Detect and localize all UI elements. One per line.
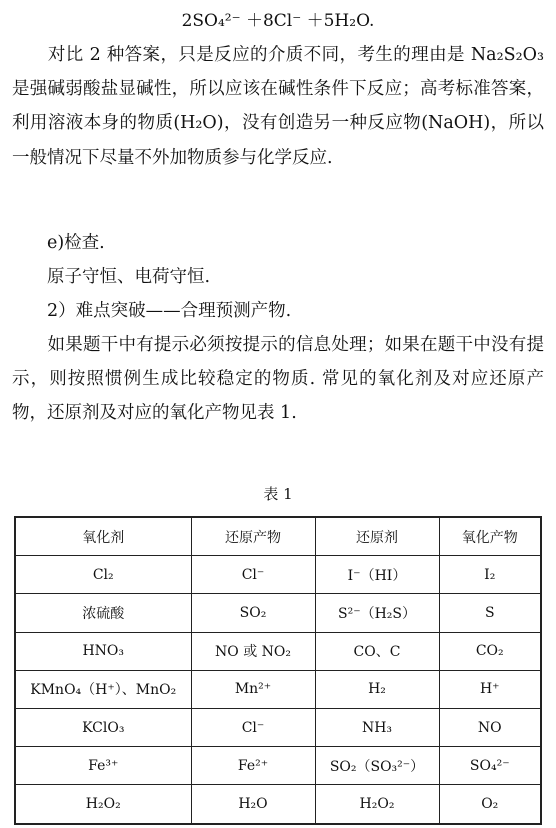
redox-table	[14, 516, 542, 825]
table-cell: Fe³⁺	[15, 747, 191, 785]
table-cell: I⁻（HI）	[315, 556, 439, 594]
table-cell: CO₂	[439, 632, 541, 670]
table-cell: KMnO₄（H⁺）、MnO₂	[15, 670, 191, 708]
table-row	[15, 670, 541, 708]
table-cell: S	[439, 594, 541, 632]
paragraph-difficulty-heading: 2）难点突破——合理预测产物.	[12, 301, 292, 321]
table-row	[15, 708, 541, 746]
table-cell: NO	[439, 708, 541, 746]
table-cell: Cl₂	[15, 556, 191, 594]
table-header-row	[15, 517, 541, 556]
table-cell: 浓硫酸	[15, 594, 191, 632]
table-cell: I₂	[439, 556, 541, 594]
paragraph-conservation: 原子守恒、电荷守恒.	[12, 267, 211, 287]
table-cell: SO₂（SO₃²⁻）	[315, 747, 439, 785]
table-cell: CO、C	[315, 632, 439, 670]
table-row	[15, 594, 541, 632]
paragraph-prediction: 如果题干中有提示必须按提示的信息处理；如果在题干中没有提示，则按照惯例生成比较稳定的物质. 常见的氧化剂及对应还原产物，还原剂及对应的氧化产物见表 1.	[12, 335, 544, 424]
table-cell: Cl⁻	[191, 556, 315, 594]
table-row	[15, 556, 541, 594]
table-cell: SO₄²⁻	[439, 747, 541, 785]
header-reduction-product: 还原产物	[191, 517, 315, 556]
table-cell: H₂	[315, 670, 439, 708]
table-cell: H₂O₂	[315, 785, 439, 824]
table-cell: NH₃	[315, 708, 439, 746]
table-cell: H₂O₂	[15, 785, 191, 824]
paragraph-check-heading: e)检查.	[12, 233, 105, 253]
table-cell: NO 或 NO₂	[191, 632, 315, 670]
table-cell: O₂	[439, 785, 541, 824]
table-cell: S²⁻（H₂S）	[315, 594, 439, 632]
equation-line: 2SO₄²⁻ ＋8Cl⁻ ＋5H₂O.	[181, 11, 375, 31]
table-cell: H₂O	[191, 785, 315, 824]
table-cell: HNO₃	[15, 632, 191, 670]
table-row	[15, 747, 541, 785]
table-cell: Fe²⁺	[191, 747, 315, 785]
table-cell: SO₂	[191, 594, 315, 632]
paragraph-comparison: 对比 2 种答案，只是反应的介质不同，考生的理由是 Na₂S₂O₃ 是强碱弱酸盐显碱性，所以应该在碱性条件下反应；高考标准答案，利用溶液本身的物质(H₂O)，没有创造另一种反应物(NaOH)，所以一般情况下尽量不外加物质参与化学反应.	[12, 45, 544, 168]
table-row	[15, 632, 541, 670]
table-cell: H⁺	[439, 670, 541, 708]
header-oxidation-product: 氧化产物	[439, 517, 541, 556]
header-oxidant: 氧化剂	[15, 517, 191, 556]
table-cell: Cl⁻	[191, 708, 315, 746]
table-cell: Mn²⁺	[191, 670, 315, 708]
table-cell: KClO₃	[15, 708, 191, 746]
table-row	[15, 785, 541, 824]
table-caption: 表 1	[263, 485, 293, 503]
header-reductant: 还原剂	[315, 517, 439, 556]
